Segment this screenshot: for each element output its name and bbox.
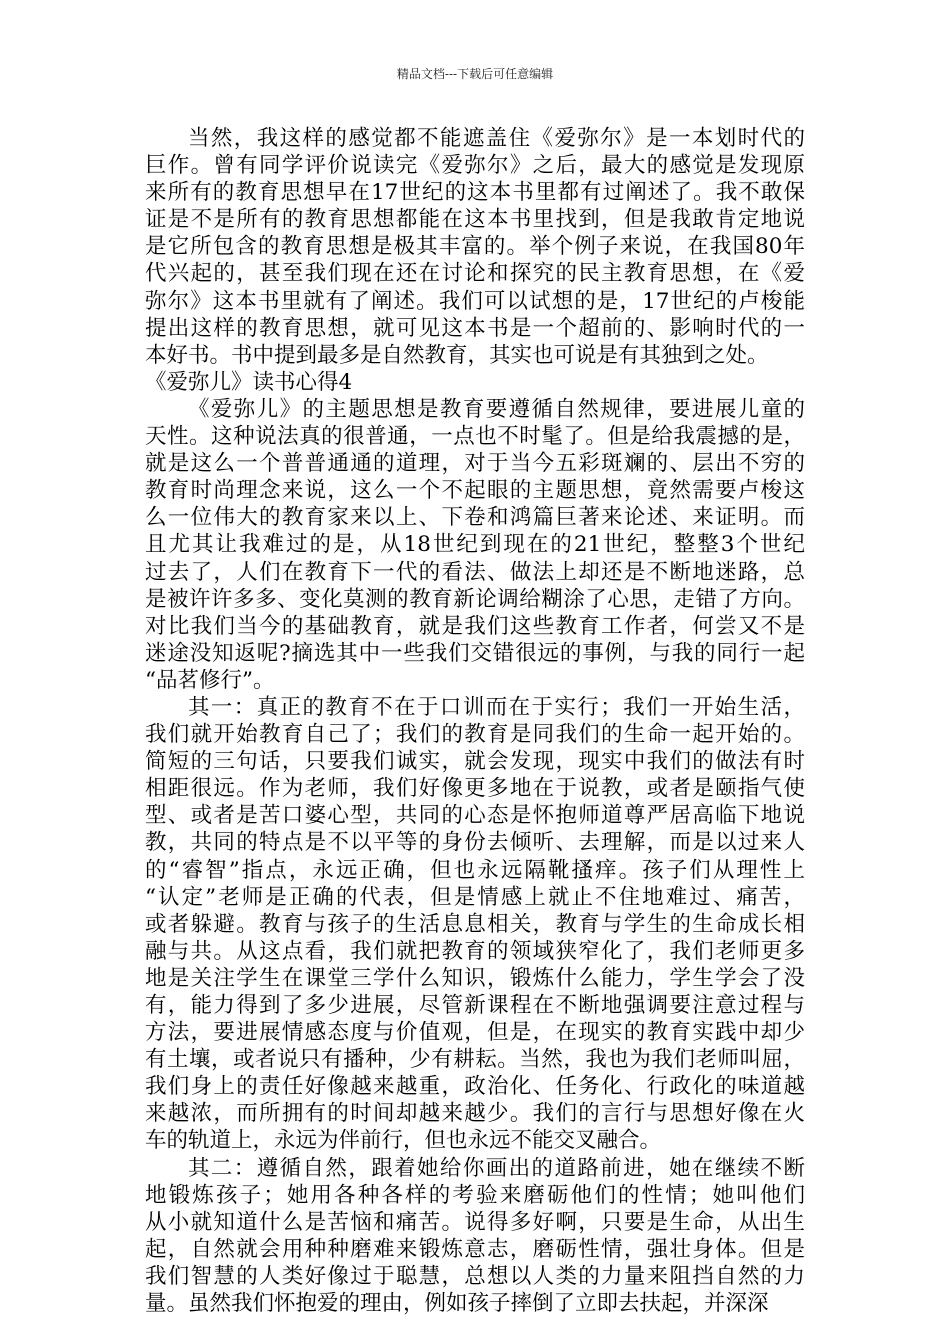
text-line: 相距很远。作为老师，我们好像更多地在于说教，或者是颐指气使 xyxy=(145,776,805,802)
text-line: 代兴起的，甚至我们现在还在讨论和探究的民主教育思想，在《爱 xyxy=(145,261,805,287)
paragraph xyxy=(145,1155,805,1318)
text-line: 起，自然就会用种种磨难来锻炼意志，磨砺性情，强壮身体。但是 xyxy=(145,1236,805,1262)
text-line: 证是不是所有的教育思想都能在这本书里找到，但是我敢肯定地说 xyxy=(145,207,805,233)
text-line: 的“睿智”指点，永远正确，但也永远隔靴搔痒。孩子们从理性上 xyxy=(145,857,805,883)
text-line: 有土壤，或者说只有播种，少有耕耘。当然，我也为我们老师叫屈， xyxy=(145,1047,805,1073)
text-line: 《爱弥儿》的主题思想是教育要遵循自然规律，要进展儿童的 xyxy=(188,396,805,422)
text-line: 我们身上的责任好像越来越重，政治化、任务化、行政化的味道越 xyxy=(145,1074,805,1100)
text-line: 教育时尚理念来说，这么一个不起眼的主题思想，竟然需要卢梭这 xyxy=(145,478,805,504)
text-line: 么一位伟大的教育家来以上、下卷和鸿篇巨著来论述、来证明。而 xyxy=(145,505,805,531)
paragraph xyxy=(145,694,805,1155)
text-line: 有，能力得到了多少进展，尽管新课程在不断地强调要注意过程与 xyxy=(145,993,805,1018)
text-line: 来越浓，而所拥有的时间却越来越少。我们的言行与思想好像在火 xyxy=(145,1101,805,1127)
text-line: 就是这么一个普普通通的道理，对于当今五彩斑斓的、层出不穷的 xyxy=(145,451,805,477)
text-line: 方法，要进展情感态度与价值观，但是，在现实的教育实践中却少 xyxy=(145,1020,805,1046)
paragraph xyxy=(145,369,805,396)
text-line: 巨作。曾有同学评价说读完《爱弥尔》之后，最大的感觉是发现原 xyxy=(145,153,805,179)
text-line: 是被许许多多、变化莫测的教育新论调给糊涂了心思，走错了方向。 xyxy=(145,586,805,612)
text-line: “品茗修行”。 xyxy=(145,667,275,693)
text-line: 其一：真正的教育不在于口训而在于实行；我们一开始生活， xyxy=(188,694,805,720)
text-line: 《爱弥儿》读书心得4 xyxy=(145,369,353,395)
text-line: 教，共同的特点是不以平等的身份去倾听、去理解，而是以过来人 xyxy=(145,830,805,856)
text-line: 来所有的教育思想早在17世纪的这本书里都有过阐述了。我不敢保 xyxy=(145,180,805,206)
text-line: 型、或者是苦口婆心型，共同的心态是怀抱师道尊严居高临下地说 xyxy=(145,803,805,829)
text-line: 量。虽然我们怀抱爱的理由，例如孩子摔倒了立即去扶起，并深深 xyxy=(145,1291,769,1317)
text-line: “认定”老师是正确的代表，但是情感上就止不住地难过、痛苦， xyxy=(145,884,805,910)
text-line: 其二：遵循自然，跟着她给你画出的道路前进，她在继续不断 xyxy=(188,1155,805,1181)
text-line: 是它所包含的教育思想是极其丰富的。举个例子来说，在我国80年 xyxy=(145,234,805,260)
text-line: 简短的三句话，只要我们诚实，就会发现，现实中我们的做法有时 xyxy=(145,749,805,775)
text-line: 车的轨道上，永远为伴前行，但也永远不能交叉融合。 xyxy=(145,1128,662,1154)
text-line: 我们就开始教育自己了；我们的教育是同我们的生命一起开始的。 xyxy=(145,722,805,748)
text-line: 过去了，人们在教育下一代的看法、做法上却还是不断地迷路，总 xyxy=(145,559,805,585)
text-line: 地锻炼孩子；她用各种各样的考验来磨砺他们的性情；她叫他们 xyxy=(145,1182,805,1208)
text-line: 提出这样的教育思想，就可见这本书是一个超前的、影响时代的一 xyxy=(145,315,805,341)
text-line: 且尤其让我难过的是，从18世纪到现在的21世纪，整整3个世纪 xyxy=(145,532,805,558)
text-line: 迷途没知返呢?摘选其中一些我们交错很远的事例，与我的同行一起 xyxy=(145,640,805,666)
text-line: 我们智慧的人类好像过于聪慧，总想以人类的力量来阻挡自然的力 xyxy=(145,1263,805,1289)
page-header: 精品文档---下载后可任意编辑 xyxy=(396,67,554,81)
text-line: 或者躲避。教育与孩子的生活息息相关，教育与学生的生命成长相 xyxy=(145,911,805,937)
text-line: 对比我们当今的基础教育，就是我们这些教育工作者，何尝又不是 xyxy=(145,613,805,639)
text-line: 当然，我这样的感觉都不能遮盖住《爱弥尔》是一本划时代的 xyxy=(188,126,805,151)
text-line: 从小就知道什么是苦恼和痛苦。说得多好啊，只要是生命，从出生 xyxy=(145,1209,805,1235)
text-line: 本好书。书中提到最多是自然教育，其实也可说是有其独到之处。 xyxy=(145,342,769,368)
text-line: 弥尔》这本书里就有了阐述。我们可以试想的是，17世纪的卢梭能 xyxy=(145,288,805,314)
text-line: 天性。这种说法真的很普通，一点也不时髦了。但是给我震撼的是， xyxy=(145,424,805,450)
paragraph xyxy=(145,396,805,694)
text-line: 融与共。从这点看，我们就把教育的领域狭窄化了，我们老师更多 xyxy=(145,938,805,964)
text-line: 地是关注学生在课堂三学什么知识，锻炼什么能力，学生学会了没 xyxy=(145,965,805,991)
paragraph xyxy=(145,125,805,369)
document-body xyxy=(145,125,805,1317)
